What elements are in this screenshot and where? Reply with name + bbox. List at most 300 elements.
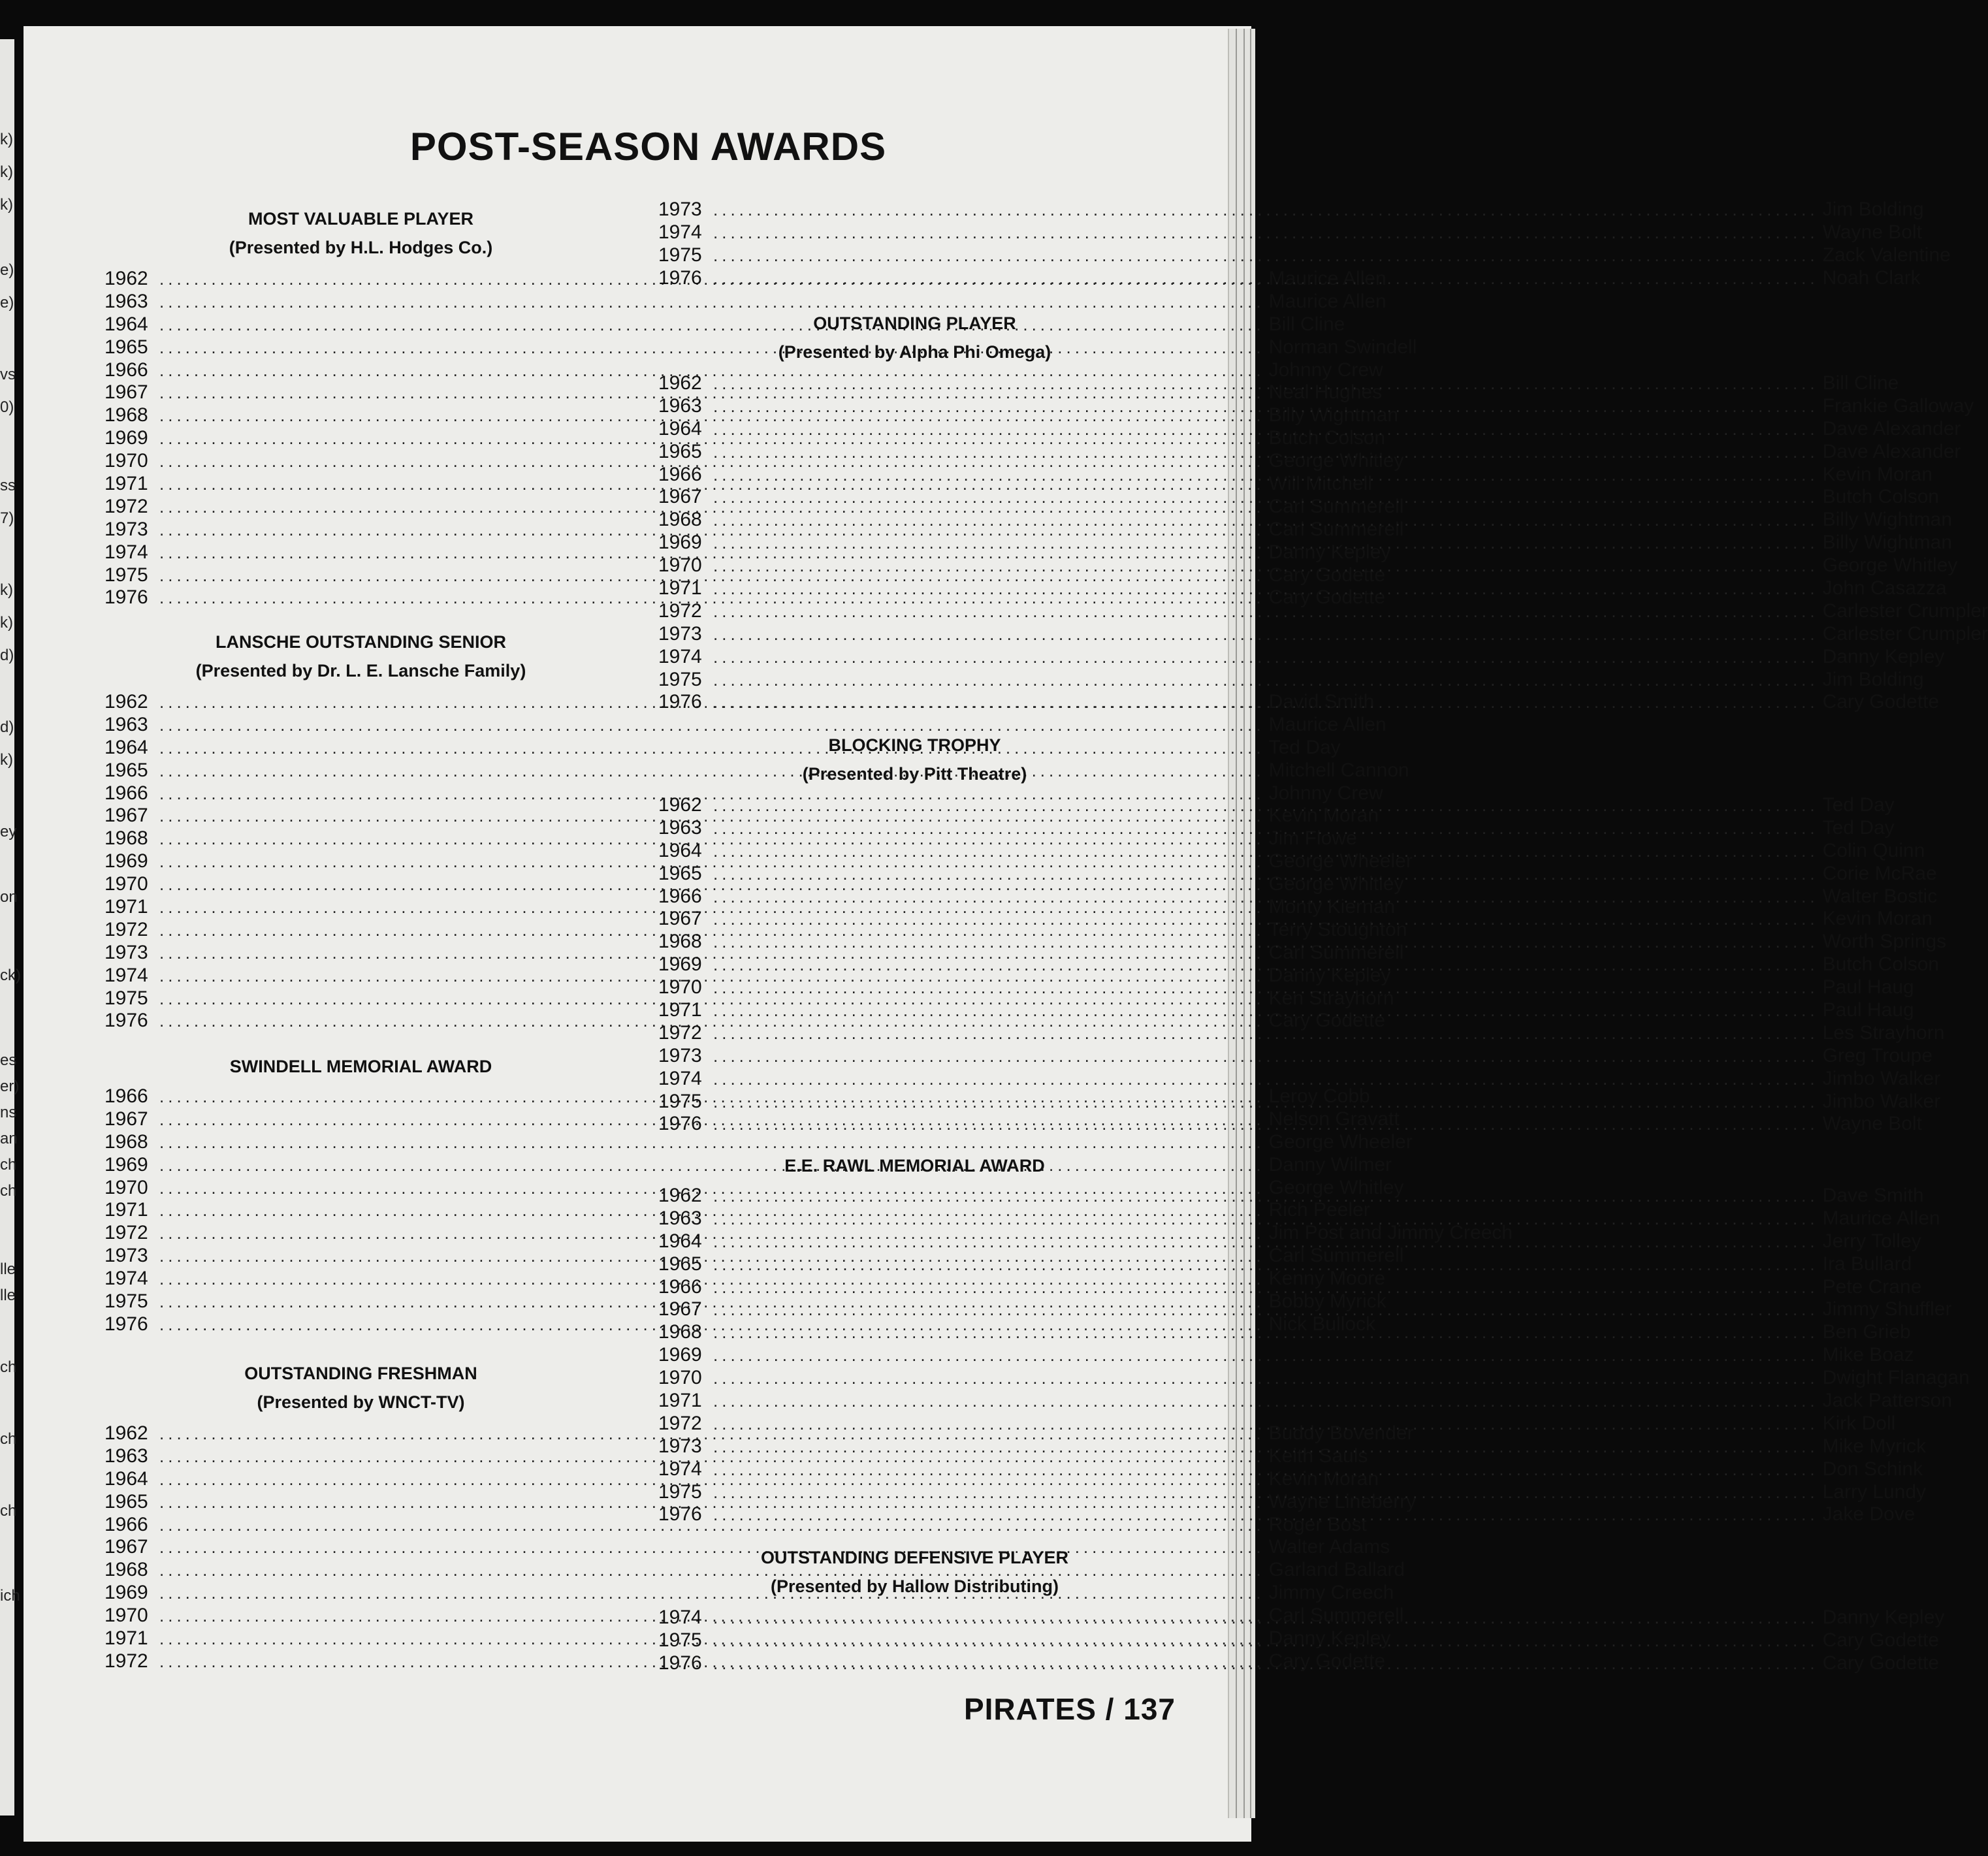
dot-leader (713, 600, 1819, 623)
dot-leader (713, 863, 1819, 886)
award-recipient: Carl Summerell (1268, 1605, 1404, 1627)
award-recipient: Jake Dove (1822, 1503, 1916, 1526)
award-year: 1967 (104, 381, 148, 404)
dot-leader (713, 1113, 1819, 1136)
award-year: 1965 (104, 1490, 148, 1512)
award-year: 1970 (658, 554, 702, 577)
award-recipient: Zack Valentine (1822, 244, 1951, 266)
award-recipient: Carl Summerell (1268, 495, 1404, 517)
dot-leader (713, 669, 1819, 692)
award-year: 1973 (658, 199, 702, 220)
section-heading: BLOCKING TROPHY (828, 735, 1001, 755)
award-year: 1972 (104, 1222, 148, 1244)
award-recipient: Leroy Cobb (1268, 1085, 1370, 1107)
award-recipient: Jack Patterson (1822, 1390, 1953, 1412)
award-recipient: George Wheeler (1268, 850, 1413, 872)
award-recipient: Greg Troupe (1822, 1044, 1933, 1066)
award-year: 1975 (104, 1290, 148, 1313)
award-year: 1966 (658, 885, 702, 907)
award-year: 1976 (658, 1652, 702, 1674)
award-year: 1976 (104, 586, 148, 609)
previous-page-fragment: d) (0, 647, 14, 664)
award-recipient: Paul Haug (1822, 999, 1914, 1021)
dot-leader (713, 532, 1819, 554)
award-recipient: Maurice Allen (1822, 1207, 1940, 1229)
previous-page-fragment: er) (0, 1078, 20, 1095)
award-recipient: Bill Cline (1268, 313, 1345, 335)
award-year: 1973 (104, 1245, 148, 1267)
award-year: 1971 (658, 1390, 702, 1412)
award-year: 1963 (104, 1445, 148, 1467)
award-year: 1964 (104, 1467, 148, 1490)
dot-leader (713, 509, 1819, 532)
award-recipient: Johnny Crew (1268, 782, 1383, 804)
award-recipient: Butch Colson (1822, 486, 1940, 508)
award-year: 1967 (658, 486, 702, 508)
award-recipient: Pete Crane (1822, 1275, 1922, 1298)
award-recipient: Maurice Allen (1268, 290, 1387, 312)
previous-page-fragment: an (0, 1130, 18, 1147)
award-recipient: Bill Cline (1822, 372, 1899, 394)
award-year: 1973 (658, 1435, 702, 1457)
award-year: 1970 (658, 1367, 702, 1389)
award-recipient: Maurice Allen (1268, 713, 1387, 735)
award-recipient: Walter Adams (1268, 1536, 1390, 1558)
section-heading: OUTSTANDING PLAYER (813, 313, 1016, 333)
dot-leader (713, 1276, 1819, 1299)
award-year: 1964 (104, 313, 148, 335)
award-recipient: Carl Summerell (1268, 518, 1404, 540)
award-year: 1969 (104, 1153, 148, 1176)
award-recipient: Dwight Flanagan (1822, 1367, 1970, 1389)
dot-leader (713, 464, 1819, 487)
award-recipient: Kevin Moran (1268, 805, 1379, 827)
dot-leader (713, 1185, 1819, 1208)
dot-leader (713, 953, 1819, 976)
previous-page-fragment: ch (0, 1502, 17, 1520)
award-recipient: Jim Flowe (1268, 827, 1357, 850)
award-year: 1966 (104, 1513, 148, 1535)
award-year: 1975 (104, 564, 148, 586)
award-year: 1976 (658, 1503, 702, 1526)
award-year: 1962 (658, 794, 702, 816)
award-recipient: Les Strayhorn (1822, 1021, 1945, 1044)
award-recipient: Wayne Bolt (1822, 221, 1922, 243)
award-year: 1965 (658, 1253, 702, 1275)
award-recipient: Frankie Galloway (1822, 394, 1974, 417)
award-row (104, 359, 1383, 382)
dot-leader (713, 1068, 1819, 1091)
award-row (104, 713, 1387, 737)
award-year: 1968 (658, 1321, 702, 1343)
award-recipient: Kenny Moore (1268, 1268, 1386, 1290)
award-recipient: Larry Lundy (1822, 1480, 1927, 1503)
award-year: 1971 (104, 1199, 148, 1221)
award-year: 1970 (104, 450, 148, 472)
section-sponsor: (Presented by Alpha Phi Omega) (778, 342, 1051, 362)
section-sponsor: (Presented by Pitt Theatre) (802, 764, 1027, 784)
previous-page-fragment: vs (0, 366, 16, 383)
award-year: 1971 (104, 473, 148, 495)
award-recipient: Jimbo Walker (1822, 1090, 1941, 1112)
dot-leader (713, 1022, 1819, 1045)
page-footer: PIRATES / 137 (963, 1692, 1176, 1726)
dot-leader (713, 1481, 1819, 1504)
award-year: 1967 (658, 908, 702, 930)
award-recipient: Billy Wightman (1268, 404, 1399, 426)
award-row (658, 622, 1988, 646)
previous-page-fragment: ey (0, 823, 17, 840)
award-year: 1964 (658, 839, 702, 861)
award-year: 1972 (658, 1021, 702, 1044)
dot-leader (713, 1045, 1819, 1068)
award-year: 1969 (658, 532, 702, 554)
award-recipient: Wayne Bolt (1822, 1113, 1922, 1135)
dot-leader (713, 199, 1819, 221)
award-year: 1965 (104, 336, 148, 358)
dot-leader (713, 976, 1819, 999)
previous-page-fragment: ich (0, 1587, 20, 1605)
award-recipient: Carlester Crumpler (1822, 622, 1988, 645)
award-year: 1968 (104, 1130, 148, 1153)
award-recipient: Nick Bullock (1268, 1313, 1375, 1335)
award-year: 1968 (658, 931, 702, 953)
previous-page-fragment: k) (0, 614, 13, 632)
dot-leader (713, 267, 1819, 290)
award-year: 1976 (104, 1313, 148, 1335)
award-year: 1971 (104, 896, 148, 918)
award-recipient: Billy Wightman (1822, 509, 1953, 531)
award-recipient: Jerry Tolley (1822, 1230, 1921, 1252)
dot-leader (713, 794, 1819, 817)
award-year: 1965 (658, 862, 702, 884)
previous-page-fragment: ch (0, 1182, 17, 1200)
award-recipient: Jim Bolding (1822, 668, 1924, 690)
award-year: 1967 (104, 1108, 148, 1130)
section-heading: SWINDELL MEMORIAL AWARD (229, 1057, 492, 1076)
previous-page-fragment: k) (0, 196, 13, 214)
award-year: 1966 (658, 1275, 702, 1298)
dot-leader (713, 1091, 1819, 1113)
award-recipient: Norman Swindell (1268, 336, 1417, 358)
award-recipient: Terry Stoughton (1268, 918, 1407, 940)
award-year: 1972 (104, 495, 148, 517)
award-recipient: John Casazza (1822, 577, 1947, 600)
award-year: 1976 (658, 1113, 702, 1135)
award-row (658, 668, 1924, 692)
award-recipient: Garland Ballard (1268, 1559, 1405, 1581)
award-year: 1962 (104, 268, 148, 289)
section-heading: OUTSTANDING FRESHMAN (244, 1364, 477, 1383)
dot-leader (713, 395, 1819, 418)
award-recipient: Paul Haug (1822, 976, 1914, 999)
award-year: 1975 (104, 987, 148, 1009)
award-recipient: George Whitley (1822, 554, 1958, 577)
previous-page-edge (0, 39, 21, 1816)
award-year: 1963 (104, 713, 148, 735)
dot-leader (713, 817, 1819, 840)
award-year: 1967 (658, 1298, 702, 1320)
award-recipient: Danny Kepley (1822, 645, 1945, 667)
award-recipient: Neal Hughes (1268, 381, 1383, 404)
award-year: 1974 (104, 1268, 148, 1290)
award-recipient: Don Schink (1822, 1458, 1923, 1480)
award-recipient: Billy Wightman (1822, 532, 1953, 554)
section-heading: OUTSTANDING DEFENSIVE PLAYER (760, 1548, 1069, 1567)
award-recipient: Dave Alexander (1822, 417, 1961, 440)
award-recipient: Carlester Crumpler (1822, 600, 1988, 622)
award-year: 1963 (658, 1207, 702, 1229)
award-row (104, 290, 1387, 313)
award-year: 1966 (104, 1085, 148, 1107)
previous-page-fragment: lle (0, 1260, 16, 1278)
award-recipient: Buddy Bovender (1268, 1422, 1414, 1444)
previous-page-fragment: 7) (0, 509, 14, 527)
award-year: 1972 (658, 600, 702, 622)
award-recipient: Jim Post and Jimmy Creech (1268, 1222, 1513, 1244)
award-year: 1966 (658, 463, 702, 485)
award-recipient: Carl Summerell (1268, 1245, 1404, 1267)
dot-leader (713, 840, 1819, 863)
award-recipient: Mike Boaz (1822, 1344, 1914, 1366)
award-year: 1971 (104, 1627, 148, 1650)
award-year: 1966 (104, 359, 148, 381)
award-row (658, 645, 1945, 669)
dot-leader (713, 372, 1819, 395)
award-recipient: Bobby Myrick (1268, 1290, 1387, 1313)
dot-leader (713, 418, 1819, 441)
award-year: 1973 (658, 622, 702, 645)
section-heading: LANSCHE OUTSTANDING SENIOR (215, 632, 506, 652)
previous-page-fragment: ch (0, 1358, 17, 1376)
dot-leader (713, 886, 1819, 908)
award-recipient: Corie McRae (1822, 862, 1937, 884)
award-recipient: Jim Bolding (1822, 199, 1924, 220)
previous-page-fragment: k) (0, 581, 13, 599)
award-year: 1972 (658, 1412, 702, 1434)
award-recipient: George Wheeler (1268, 1130, 1413, 1153)
award-year: 1963 (658, 816, 702, 839)
award-recipient: Will Mitchell (1268, 473, 1372, 495)
award-row (658, 199, 1924, 221)
award-year: 1972 (104, 1650, 148, 1672)
award-year: 1968 (658, 509, 702, 531)
award-recipient: Worth Springs (1822, 931, 1947, 953)
award-recipient: Roger Bost (1268, 1513, 1367, 1535)
award-row (104, 1130, 1413, 1154)
award-year: 1969 (104, 1582, 148, 1604)
dot-leader (713, 908, 1819, 931)
award-recipient: Jimmy Creech (1268, 1582, 1394, 1604)
award-recipient: Cary Godette (1268, 564, 1386, 586)
dot-leader (713, 1413, 1819, 1435)
award-recipient: Ted Day (1268, 736, 1341, 758)
previous-page-fragment: ss (0, 477, 16, 494)
award-recipient: Danny Wilmer (1268, 1153, 1392, 1176)
award-year: 1964 (104, 736, 148, 758)
award-recipient: Kevin Moran (1822, 908, 1933, 930)
award-recipient: Kirk Doll (1822, 1412, 1896, 1434)
award-year: 1970 (104, 1605, 148, 1627)
award-year: 1974 (658, 1458, 702, 1480)
section-sponsor: (Presented by H.L. Hodges Co.) (229, 238, 493, 257)
dot-leader (713, 691, 1819, 714)
award-year: 1971 (658, 999, 702, 1021)
award-recipient: Carl Summerell (1268, 941, 1404, 963)
award-year: 1968 (104, 1559, 148, 1581)
award-year: 1974 (658, 645, 702, 667)
award-year: 1964 (658, 417, 702, 440)
award-year: 1967 (104, 1536, 148, 1558)
dot-leader (713, 1253, 1819, 1276)
award-year: 1974 (658, 221, 702, 243)
award-year: 1968 (104, 404, 148, 426)
dot-leader (713, 554, 1819, 577)
previous-page-fragment: e) (0, 294, 14, 312)
previous-page-fragment: 0) (0, 398, 14, 416)
page-title: POST-SEASON AWARDS (409, 125, 887, 168)
dot-leader (713, 931, 1819, 953)
award-year: 1969 (658, 953, 702, 976)
dot-leader (713, 1435, 1819, 1458)
dot-leader (713, 577, 1819, 600)
previous-page-fragment: k) (0, 131, 13, 148)
section-sponsor: (Presented by Dr. L. E. Lansche Family) (195, 661, 526, 680)
award-year: 1974 (658, 1067, 702, 1089)
award-year: 1965 (104, 759, 148, 781)
award-row (658, 600, 1988, 623)
award-row (658, 1044, 1933, 1068)
award-year: 1975 (658, 1629, 702, 1651)
award-recipient: Kevin Moran (1268, 1467, 1379, 1490)
dot-leader (713, 1390, 1819, 1413)
dot-leader (713, 486, 1819, 509)
dot-leader (713, 1607, 1819, 1629)
dot-leader (713, 1503, 1819, 1526)
award-year: 1976 (658, 266, 702, 289)
dot-leader (713, 1458, 1819, 1481)
award-recipient: David Smith (1268, 691, 1375, 712)
award-year: 1973 (104, 518, 148, 540)
award-recipient: Dave Smith (1822, 1185, 1924, 1206)
previous-page-fragment: ch (0, 1430, 17, 1448)
previous-page-fragment: k) (0, 751, 13, 769)
previous-page-fragment: e) (0, 261, 14, 279)
award-recipient: Danny Kepley (1822, 1607, 1945, 1628)
award-year: 1973 (658, 1044, 702, 1066)
award-recipient: Butch Colson (1822, 953, 1940, 976)
dot-leader (713, 1298, 1819, 1321)
previous-page-fragment: ns (0, 1104, 17, 1121)
award-recipient: Cary Godette (1268, 586, 1386, 609)
previous-page-fragment: k) (0, 163, 13, 181)
award-row (658, 1067, 1941, 1091)
award-row (658, 244, 1951, 267)
award-year: 1976 (658, 691, 702, 713)
award-recipient: Ted Day (1822, 794, 1895, 816)
award-recipient: Ben Grieb (1822, 1321, 1911, 1343)
award-year: 1966 (104, 782, 148, 804)
award-recipient: Dave Alexander (1822, 440, 1961, 462)
previous-page-fragment: ck) (0, 967, 21, 984)
award-year: 1963 (104, 290, 148, 312)
previous-page-fragment: d) (0, 718, 14, 736)
previous-page-fragment: es (0, 1051, 17, 1069)
award-recipient: George Whitley (1268, 873, 1404, 895)
award-recipient: Wayne Lineberry (1268, 1490, 1417, 1512)
award-year: 1974 (104, 541, 148, 563)
award-recipient: George Whitley (1268, 450, 1404, 472)
award-recipient: Jimmy Shuffler (1822, 1298, 1952, 1320)
award-year: 1970 (104, 1176, 148, 1198)
award-row (658, 1367, 1970, 1390)
previous-page-fragment: on (0, 888, 18, 906)
award-row (104, 1559, 1405, 1582)
award-recipient: Ira Bullard (1822, 1253, 1912, 1275)
award-year: 1969 (104, 427, 148, 449)
dot-leader (713, 1321, 1819, 1344)
award-year: 1975 (658, 668, 702, 690)
award-recipient: Colin Quinn (1822, 839, 1925, 861)
award-year: 1962 (658, 1185, 702, 1206)
award-recipient: Ken Strayhorn (1268, 987, 1394, 1009)
award-recipient: Cary Godette (1822, 1629, 1940, 1651)
award-row (658, 1652, 1940, 1675)
dot-leader (713, 1629, 1819, 1652)
dot-leader (713, 1344, 1819, 1367)
award-year: 1975 (658, 1480, 702, 1503)
award-recipient: Maurice Allen (1268, 268, 1387, 289)
award-year: 1962 (658, 372, 702, 394)
award-year: 1971 (658, 577, 702, 600)
award-year: 1962 (104, 691, 148, 712)
award-recipient: Butch Colson (1268, 427, 1386, 449)
dot-leader (713, 623, 1819, 646)
award-year: 1970 (658, 976, 702, 999)
award-recipient: Cary Godette (1268, 1650, 1386, 1672)
award-year: 1976 (104, 1010, 148, 1032)
award-year: 1975 (658, 244, 702, 266)
award-year: 1965 (658, 440, 702, 462)
award-recipient: Cary Godette (1268, 1010, 1386, 1032)
dot-leader (713, 1230, 1819, 1253)
award-recipient: Mitchell Cannon (1268, 759, 1409, 781)
award-year: 1963 (658, 394, 702, 417)
award-recipient: Danny Kepley (1268, 1627, 1391, 1650)
section-heading: MOST VALUABLE PLAYER (248, 209, 474, 229)
section-sponsor: (Presented by WNCT-TV) (257, 1392, 465, 1412)
award-recipient: Monty Kiernan (1268, 896, 1396, 918)
award-recipient: Danny Kepley (1268, 541, 1391, 563)
dot-leader (713, 221, 1819, 244)
award-row (658, 221, 1922, 244)
award-year: 1974 (104, 964, 148, 986)
award-recipient: Cary Godette (1822, 691, 1940, 713)
award-year: 1962 (104, 1422, 148, 1444)
award-year: 1967 (104, 805, 148, 827)
dot-leader (713, 1208, 1819, 1230)
award-recipient: Noah Clark (1822, 266, 1921, 289)
award-recipient: Rich Peeler (1268, 1199, 1370, 1221)
award-recipient: Danny Kepley (1268, 964, 1391, 986)
dot-leader (713, 1367, 1819, 1390)
award-recipient: Walter Bostic (1822, 885, 1938, 907)
award-recipient: Kevin Moran (1822, 463, 1933, 485)
award-recipient: Jimbo Walker (1822, 1067, 1941, 1089)
dot-leader (713, 244, 1819, 267)
section-sponsor: (Presented by Hallow Distributing) (770, 1576, 1059, 1596)
award-recipient: Keith Sauls (1268, 1445, 1368, 1467)
